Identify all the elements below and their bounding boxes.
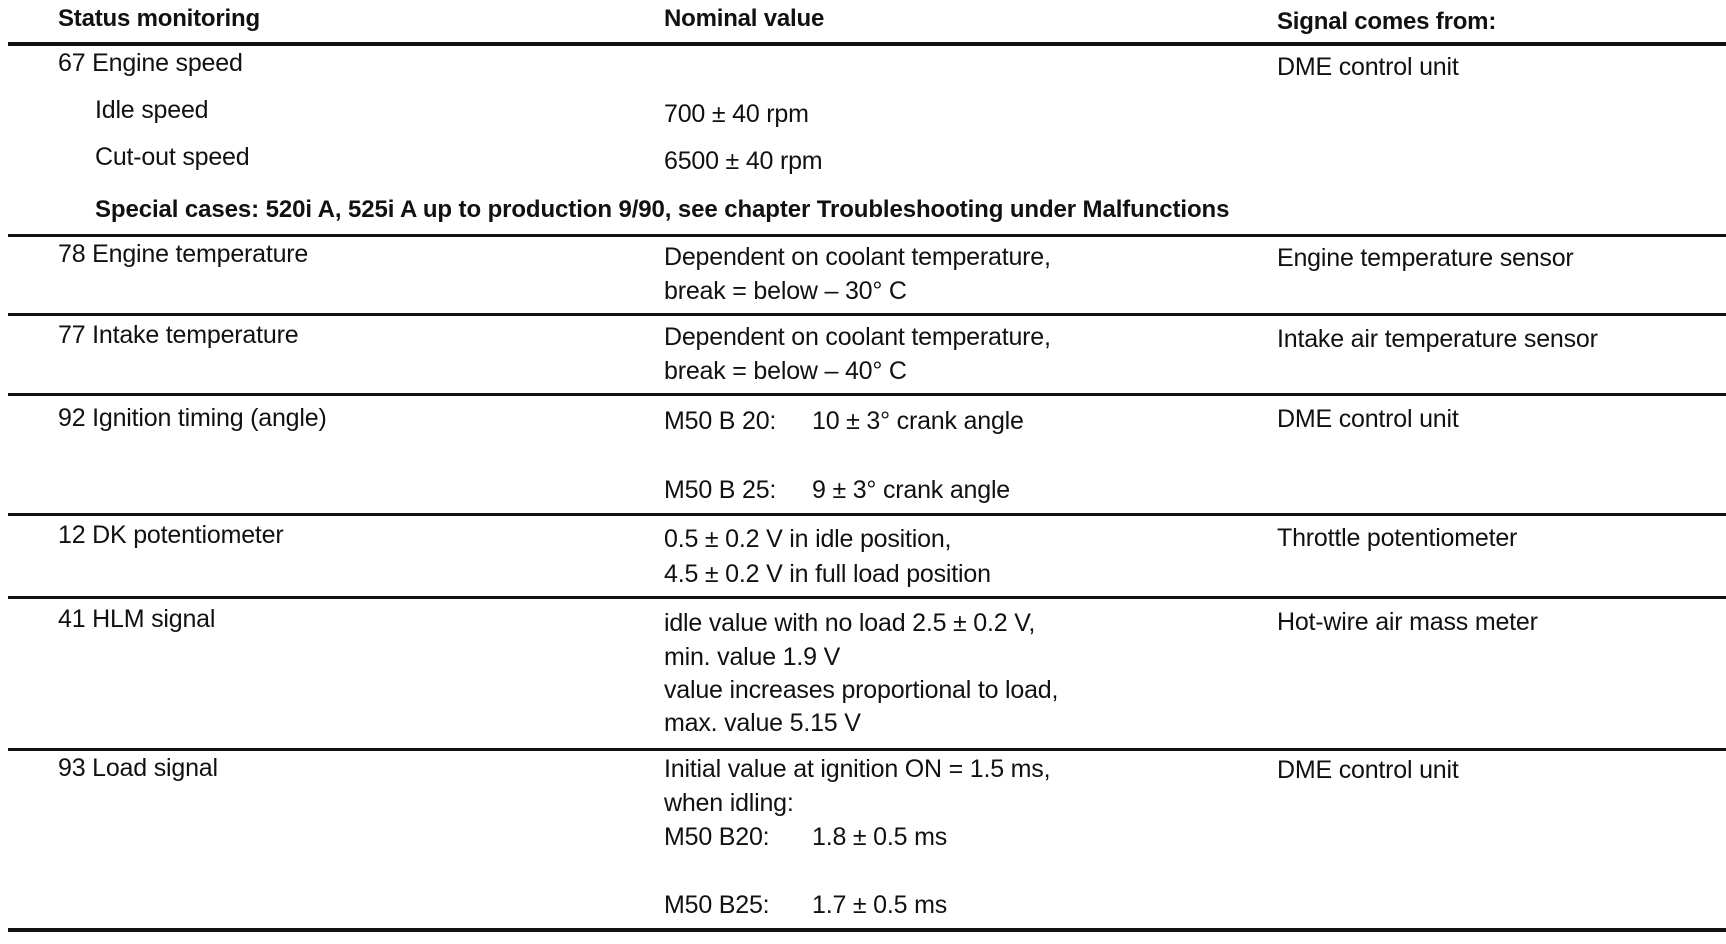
row-41-nominal-line2: min. value 1.9 V [664, 643, 841, 671]
row-93-engine-b25: M50 B25: [664, 891, 770, 919]
row-93-value-b25: 1.7 ± 0.5 ms [812, 891, 947, 919]
row-41-signal: Hot-wire air mass meter [1277, 608, 1538, 636]
row-78-nominal-line2: break = below – 30° C [664, 277, 907, 305]
row-67-cutout-label: Cut-out speed [95, 143, 250, 171]
row-divider [8, 393, 1726, 396]
header-status-monitoring: Status monitoring [58, 5, 260, 32]
row-41-nominal-line1: idle value with no load 2.5 ± 0.2 V, [664, 609, 1036, 637]
row-92-name: 92 Ignition timing (angle) [58, 404, 327, 432]
row-67-signal: DME control unit [1277, 53, 1459, 81]
row-93-signal: DME control unit [1277, 756, 1459, 784]
row-12-nominal-line2: 4.5 ± 0.2 V in full load position [664, 560, 991, 588]
row-93-engine-b20: M50 B20: [664, 823, 770, 851]
row-77-name: 77 Intake temperature [58, 321, 299, 349]
header-nominal-value: Nominal value [664, 5, 825, 32]
row-92-value-b25: 9 ± 3° crank angle [812, 476, 1011, 504]
row-12-nominal-line1: 0.5 ± 0.2 V in idle position, [664, 525, 952, 553]
row-77-nominal-line1: Dependent on coolant temperature, [664, 323, 1051, 351]
row-67-cutout-value: 6500 ± 40 rpm [664, 147, 823, 175]
row-77-nominal-line2: break = below – 40° C [664, 357, 907, 385]
row-67-idle-label: Idle speed [95, 96, 209, 124]
row-77-signal: Intake air temperature sensor [1277, 325, 1598, 353]
row-93-nominal-line1: Initial value at ignition ON = 1.5 ms, [664, 755, 1051, 783]
row-divider [8, 313, 1726, 316]
row-41-nominal-line3: value increases proportional to load, [664, 676, 1059, 704]
row-92-engine-b20: M50 B 20: [664, 407, 777, 435]
table-bottom-rule [8, 928, 1726, 932]
row-41-name: 41 HLM signal [58, 605, 216, 633]
row-divider [8, 748, 1726, 751]
row-93-value-b20: 1.8 ± 0.5 ms [812, 823, 947, 851]
header-signal-source: Signal comes from: [1277, 8, 1497, 35]
row-92-signal: DME control unit [1277, 405, 1459, 433]
row-divider [8, 596, 1726, 599]
row-67-special-cases-note: Special cases: 520i A, 525i A up to production 9/90, see chapter Troubleshooting under Malfunctions [95, 196, 1230, 223]
row-67-name: 67 Engine speed [58, 49, 243, 77]
header-rule [8, 42, 1726, 46]
row-78-name: 78 Engine temperature [58, 240, 309, 268]
row-78-nominal-line1: Dependent on coolant temperature, [664, 243, 1051, 271]
row-divider [8, 513, 1726, 516]
row-41-nominal-line4: max. value 5.15 V [664, 709, 861, 737]
row-12-name: 12 DK potentiometer [58, 521, 284, 549]
row-93-nominal-line2: when idling: [664, 789, 794, 817]
row-67-idle-value: 700 ± 40 rpm [664, 100, 809, 128]
row-92-engine-b25: M50 B 25: [664, 476, 777, 504]
row-92-value-b20: 10 ± 3° crank angle [812, 407, 1024, 435]
row-93-name: 93 Load signal [58, 754, 218, 782]
row-78-signal: Engine temperature sensor [1277, 244, 1574, 272]
row-12-signal: Throttle potentiometer [1277, 524, 1518, 552]
